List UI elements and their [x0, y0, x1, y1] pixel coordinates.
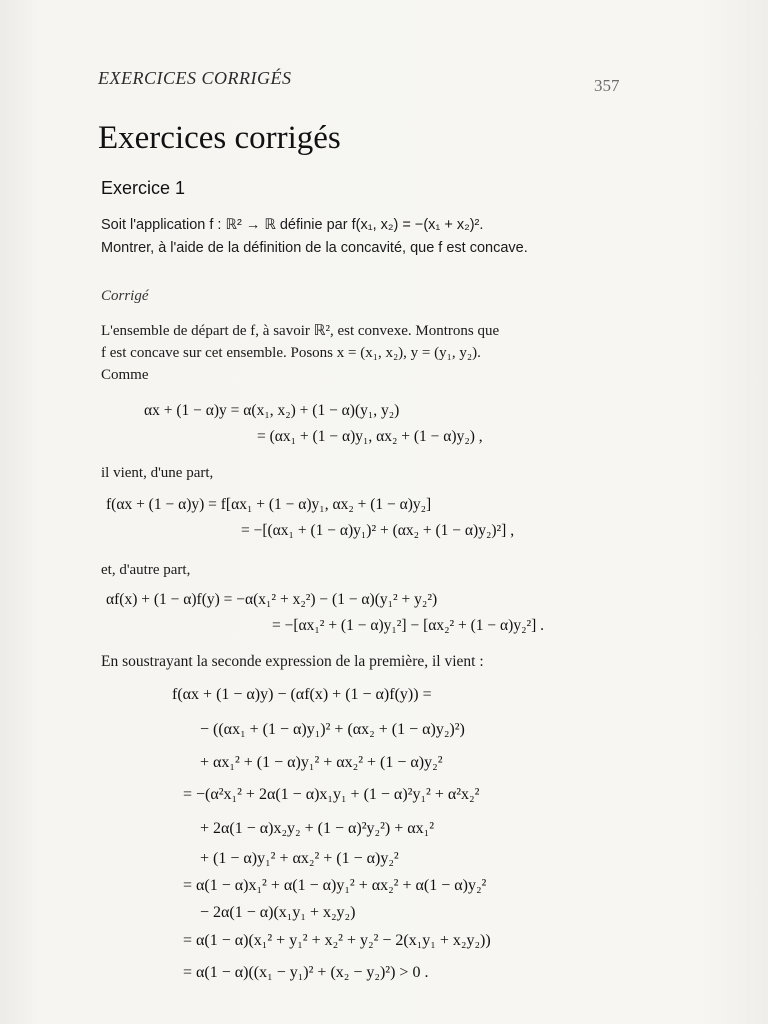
derivation-line: − 2α(1 − α)(x₁y₁ + x₂y₂): [200, 904, 356, 921]
intro-line: Comme: [101, 367, 149, 383]
derivation-line: = −(α²x₁² + 2α(1 − α)x₁y₁ + (1 − α)²y₁² + α²x₂²: [183, 786, 480, 803]
equation-line: αx + (1 − α)y = α(x₁, x₂) + (1 − α)(y₁, y₂): [144, 402, 400, 419]
equation-line: = −[αx₁² + (1 − α)y₁²] − [αx₂² + (1 − α)y₂²] .: [272, 617, 545, 634]
running-head: EXERCICES CORRIGÉS: [98, 68, 292, 88]
equation-line: αf(x) + (1 − α)f(y) = −α(x₁² + x₂²) − (1 − α)(y₁² + y₂²): [106, 591, 438, 608]
intro-line: L'ensemble de départ de f, à savoir ℝ², est convexe. Montrons que: [101, 323, 500, 339]
derivation-line: = α(1 − α)x₁² + α(1 − α)y₁² + αx₂² + α(1 − α)y₂²: [183, 877, 487, 894]
chapter-title: Exercices corrigés: [98, 120, 341, 156]
derivation-line: + (1 − α)y₁² + αx₂² + (1 − α)y₂²: [200, 850, 399, 867]
text-part3: En soustrayant la seconde expression de la première, il vient :: [101, 653, 484, 670]
intro-line: f est concave sur cet ensemble. Posons x = (x₁, x₂), y = (y₁, y₂).: [101, 345, 481, 361]
derivation-line: f(αx + (1 − α)y) − (αf(x) + (1 − α)f(y)) =: [172, 686, 432, 703]
statement-line: Soit l'application f : ℝ² → ℝ définie par f(x₁, x₂) = −(x₁ + x₂)².: [101, 217, 484, 233]
page-number: 357: [594, 76, 620, 95]
derivation-line: = α(1 − α)((x₁ − y₁)² + (x₂ − y₂)²) > 0 .: [183, 964, 429, 981]
solution-intro: [101, 320, 621, 386]
exercise-title: Exercice 1: [101, 178, 186, 198]
derivation-line: = α(1 − α)(x₁² + y₁² + x₂² + y₂² − 2(x₁y₁ + x₂y₂)): [183, 932, 491, 949]
equation-line: = −[(αx₁ + (1 − α)y₁)² + (αx₂ + (1 − α)y₂)²] ,: [241, 522, 515, 539]
equation-line: f(αx + (1 − α)y) = f[αx₁ + (1 − α)y₁, αx₂ + (1 − α)y₂]: [106, 496, 432, 513]
equation-line: = (αx₁ + (1 − α)y₁, αx₂ + (1 − α)y₂) ,: [257, 428, 483, 445]
derivation-line: + αx₁² + (1 − α)y₁² + αx₂² + (1 − α)y₂²: [200, 754, 443, 771]
statement-line: Montrer, à l'aide de la définition de la concavité, que f est concave.: [101, 240, 528, 256]
exercise-statement: [101, 214, 641, 260]
derivation-line: + 2α(1 − α)x₂y₂ + (1 − α)²y₂²) + αx₁²: [200, 820, 434, 837]
solution-label: Corrigé: [101, 288, 149, 304]
text-part2: et, d'autre part,: [101, 562, 191, 578]
derivation-line: − ((αx₁ + (1 − α)y₁)² + (αx₂ + (1 − α)y₂)²): [200, 721, 465, 738]
text-part1: il vient, d'une part,: [101, 465, 214, 481]
